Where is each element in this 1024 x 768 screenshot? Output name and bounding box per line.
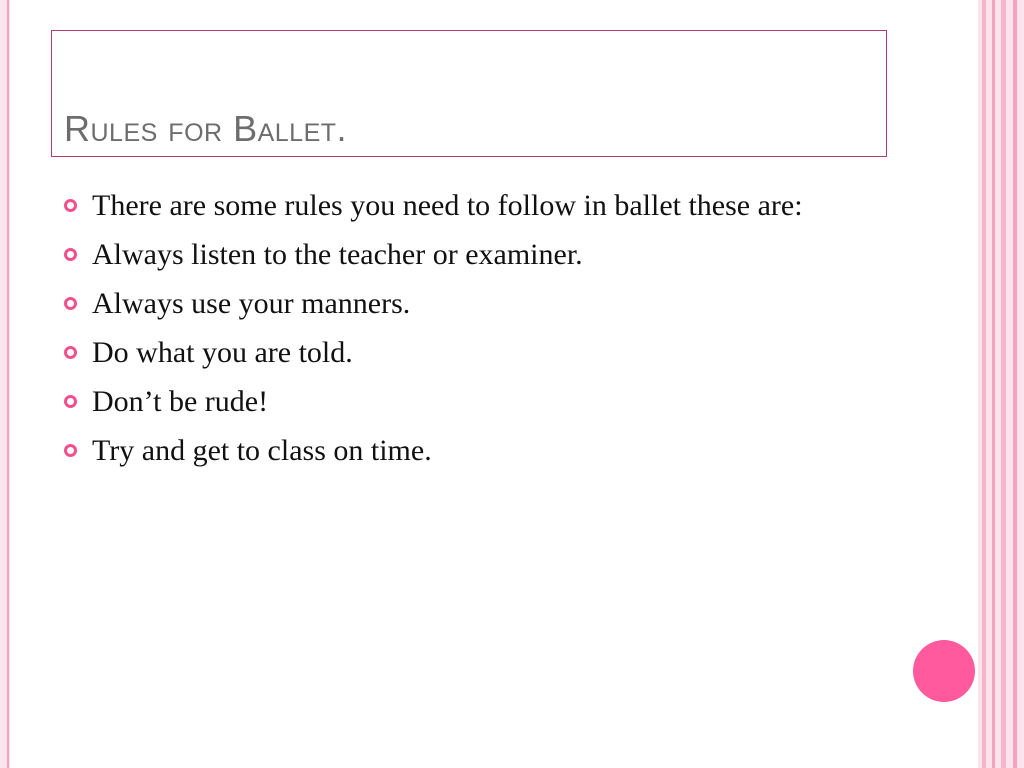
bullet-text: Always listen to the teacher or examiner. — [92, 238, 583, 271]
bullet-text: Always use your manners. — [92, 287, 411, 320]
title-box — [51, 30, 887, 157]
slide-title: Rules for Ballet. — [64, 108, 348, 149]
bullet-list — [62, 186, 842, 480]
bullet-circle-icon — [64, 297, 77, 310]
bullet-circle-icon — [64, 346, 77, 359]
right-border-stripes — [978, 0, 1024, 768]
bullet-item — [62, 284, 842, 324]
bullet-circle-icon — [64, 395, 77, 408]
bullet-item — [62, 186, 842, 226]
bullet-text: Don’t be rude! — [92, 385, 269, 418]
bullet-item — [62, 333, 842, 373]
bullet-item — [62, 235, 842, 275]
bullet-circle-icon — [64, 444, 77, 457]
bullet-text: Try and get to class on time. — [92, 434, 432, 467]
right-stripe-9 — [1017, 0, 1024, 768]
left-border-line — [7, 0, 9, 768]
decorative-pink-circle — [913, 640, 975, 702]
right-stripe-7 — [1006, 0, 1013, 768]
bullet-text: There are some rules you need to follow in ballet these are: — [92, 189, 803, 222]
bullet-circle-icon — [64, 248, 77, 261]
bullet-item — [62, 431, 842, 471]
bullet-item — [62, 382, 842, 422]
bullet-text: Do what you are told. — [92, 336, 353, 369]
bullet-circle-icon — [64, 199, 77, 212]
